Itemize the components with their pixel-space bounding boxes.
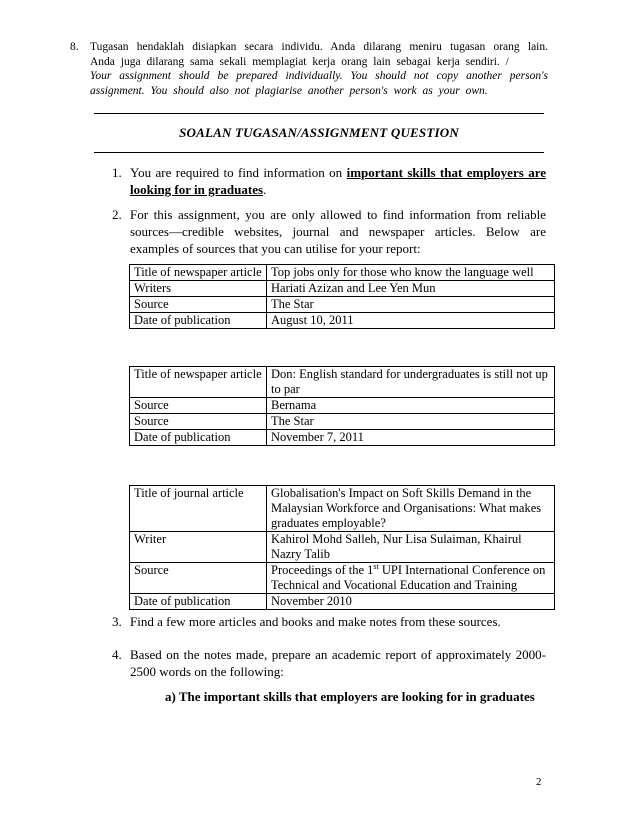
question-2 [112, 206, 546, 257]
table-value: November 7, 2011 [267, 430, 555, 446]
table-value: Hariati Azizan and Lee Yen Mun [267, 281, 555, 297]
section-title: SOALAN TUGASAN/ASSIGNMENT QUESTION [179, 125, 459, 140]
table-value-end: UPI International Conference on Technical and Vocational Education and Training [271, 563, 546, 592]
instruction-english: Your assignment should be prepared individually. You should not copy another person's assignment. You should also not plagiarise another person's work as your own. [90, 70, 548, 97]
sub-item-a: a) The important skills that employers are looking for in graduates [165, 689, 535, 704]
table-row [130, 486, 555, 532]
table-row [130, 414, 555, 430]
page-number: 2 [536, 776, 542, 788]
table-key: Writers [130, 281, 267, 297]
table-value: Globalisation's Impact on Soft Skills Demand in the Malaysian Workforce and Organisations: What makes graduates employable? [267, 486, 555, 532]
table-value: Bernama [267, 398, 555, 414]
table-value: Top jobs only for those who know the language well [267, 265, 555, 281]
table-row [130, 563, 555, 594]
bottom-divider [94, 152, 544, 153]
table-row [130, 313, 555, 329]
table-key: Source [130, 414, 267, 430]
question-1 [112, 164, 546, 198]
table-row [130, 430, 555, 446]
table-row [130, 297, 555, 313]
table-value: Kahirol Mohd Salleh, Nur Lisa Sulaiman, Khairul Nazry Talib [267, 532, 555, 563]
table-row [130, 398, 555, 414]
table-row [130, 594, 555, 610]
table-value: The Star [267, 297, 555, 313]
question-4 [112, 646, 546, 680]
table-row [130, 265, 555, 281]
top-divider [94, 113, 544, 114]
question-text: For this assignment, you are only allowed to find information from reliable sources—credible websites, journal and newspaper articles. Below are examples of sources that you can utilise for your report: [130, 207, 546, 256]
question-3 [112, 613, 546, 630]
instruction-malay: Tugasan hendaklah disiapkan secara individu. Anda dilarang meniru tugasan orang lain. Anda juga dilarang sama sekali memplagiat kerja orang lain sebagai kerja sendiri. / [90, 41, 548, 68]
source-table-1 [129, 264, 555, 329]
question-text: Based on the notes made, prepare an academic report of approximately 2000-2500 words on the following: [130, 647, 546, 679]
table-key: Date of publication [130, 430, 267, 446]
table-value: The Star [267, 414, 555, 430]
table-key: Date of publication [130, 313, 267, 329]
question-number: 2. [112, 207, 122, 222]
table-value [267, 563, 555, 594]
question-number: 3. [112, 614, 122, 629]
table-value: August 10, 2011 [267, 313, 555, 329]
table-key: Source [130, 563, 267, 594]
question-number: 4. [112, 647, 122, 662]
table-row [130, 367, 555, 398]
table-key: Title of newspaper article [130, 367, 267, 398]
table-key: Writer [130, 532, 267, 563]
question-text-start: You are required to find information on [130, 165, 347, 180]
table-key: Title of journal article [130, 486, 267, 532]
question-emphasis: important skills that employers are looking for in graduates [130, 165, 546, 197]
instruction-8 [70, 40, 548, 98]
ordinal-suffix: st [373, 561, 379, 571]
question-text [130, 164, 546, 198]
table-value: Don: English standard for undergraduates is still not up to par [267, 367, 555, 398]
table-value-start: Proceedings of the 1 [271, 563, 374, 577]
table-key: Date of publication [130, 594, 267, 610]
question-text-end: . [263, 182, 267, 197]
table-key: Title of newspaper article [130, 265, 267, 281]
source-table-3 [129, 485, 555, 610]
table-key: Source [130, 398, 267, 414]
source-table-2 [129, 366, 555, 446]
question-number: 1. [112, 165, 122, 180]
instruction-number: 8. [70, 41, 79, 53]
table-key: Source [130, 297, 267, 313]
table-value: November 2010 [267, 594, 555, 610]
table-row [130, 281, 555, 297]
question-text: Find a few more articles and books and make notes from these sources. [130, 614, 501, 629]
table-row [130, 532, 555, 563]
